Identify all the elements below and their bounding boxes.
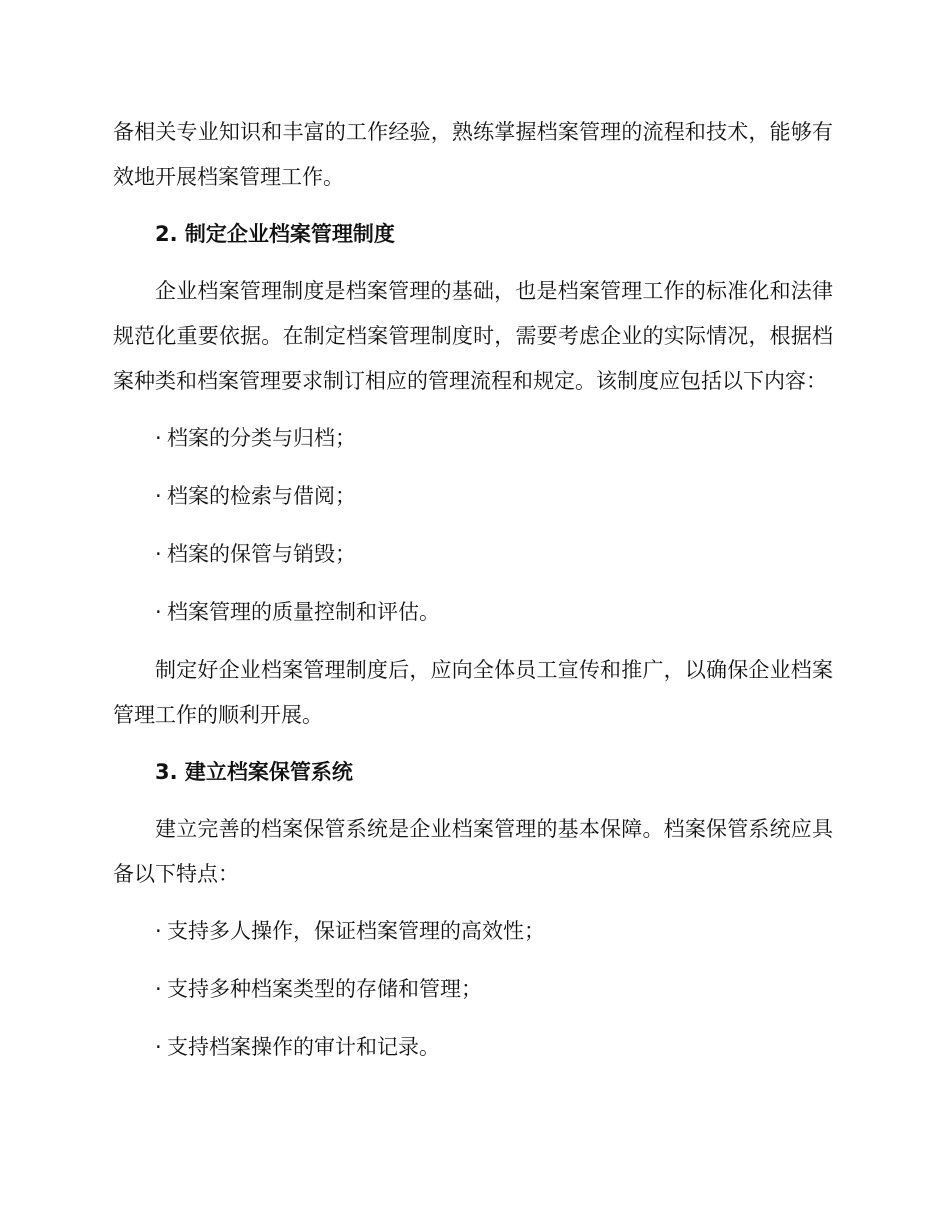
list-storage-features bbox=[113, 909, 833, 1070]
list-item-text: 档案的检索与借阅； bbox=[167, 484, 356, 508]
bullet-mark: · bbox=[155, 426, 162, 450]
bullet-mark: · bbox=[155, 542, 162, 566]
paragraph-promotion: 制定好企业档案管理制度后，应向全体员工宣传和推广，以确保企业档案管理工作的顺利开展。 bbox=[113, 658, 833, 727]
bullet-mark: · bbox=[155, 1035, 162, 1059]
list-item-text: 支持档案操作的审计和记录。 bbox=[167, 1035, 440, 1059]
bullet-mark: · bbox=[155, 919, 162, 943]
list-item-text: 档案管理的质量控制和评估。 bbox=[167, 600, 440, 624]
paragraph-storage-system: 建立完善的档案保管系统是企业档案管理的基本保障。档案保管系统应具备以下特点： bbox=[113, 817, 833, 886]
list-item bbox=[113, 909, 833, 954]
list-item bbox=[113, 1025, 833, 1070]
paragraph-management-system: 企业档案管理制度是档案管理的基础，也是档案管理工作的标准化和法律规范化重要依据。在制定档案管理制度时，需要考虑企业的实际情况，根据档案种类和档案管理要求制订相应的管理流程和规定。该制度应包括以下内容： bbox=[113, 279, 833, 393]
list-item bbox=[113, 590, 833, 635]
list-item bbox=[113, 532, 833, 577]
document-body bbox=[113, 110, 833, 1083]
list-item bbox=[113, 474, 833, 519]
section-heading-2: 2. 制定企业档案管理制度 bbox=[155, 222, 395, 246]
bullet-mark: · bbox=[155, 977, 162, 1001]
section-heading-3: 3. 建立档案保管系统 bbox=[155, 760, 353, 784]
list-item-text: 档案的保管与销毁； bbox=[167, 542, 356, 566]
bullet-mark: · bbox=[155, 484, 162, 508]
list-item bbox=[113, 416, 833, 461]
list-item-text: 支持多人操作，保证档案管理的高效性； bbox=[167, 919, 545, 943]
list-item-text: 支持多种档案类型的存储和管理； bbox=[167, 977, 482, 1001]
list-system-contents bbox=[113, 416, 833, 635]
paragraph-intro-continuation: 备相关专业知识和丰富的工作经验，熟练掌握档案管理的流程和技术，能够有效地开展档案管理工作。 bbox=[113, 120, 833, 189]
list-item bbox=[113, 967, 833, 1012]
bullet-mark: · bbox=[155, 600, 162, 624]
list-item-text: 档案的分类与归档； bbox=[167, 426, 356, 450]
